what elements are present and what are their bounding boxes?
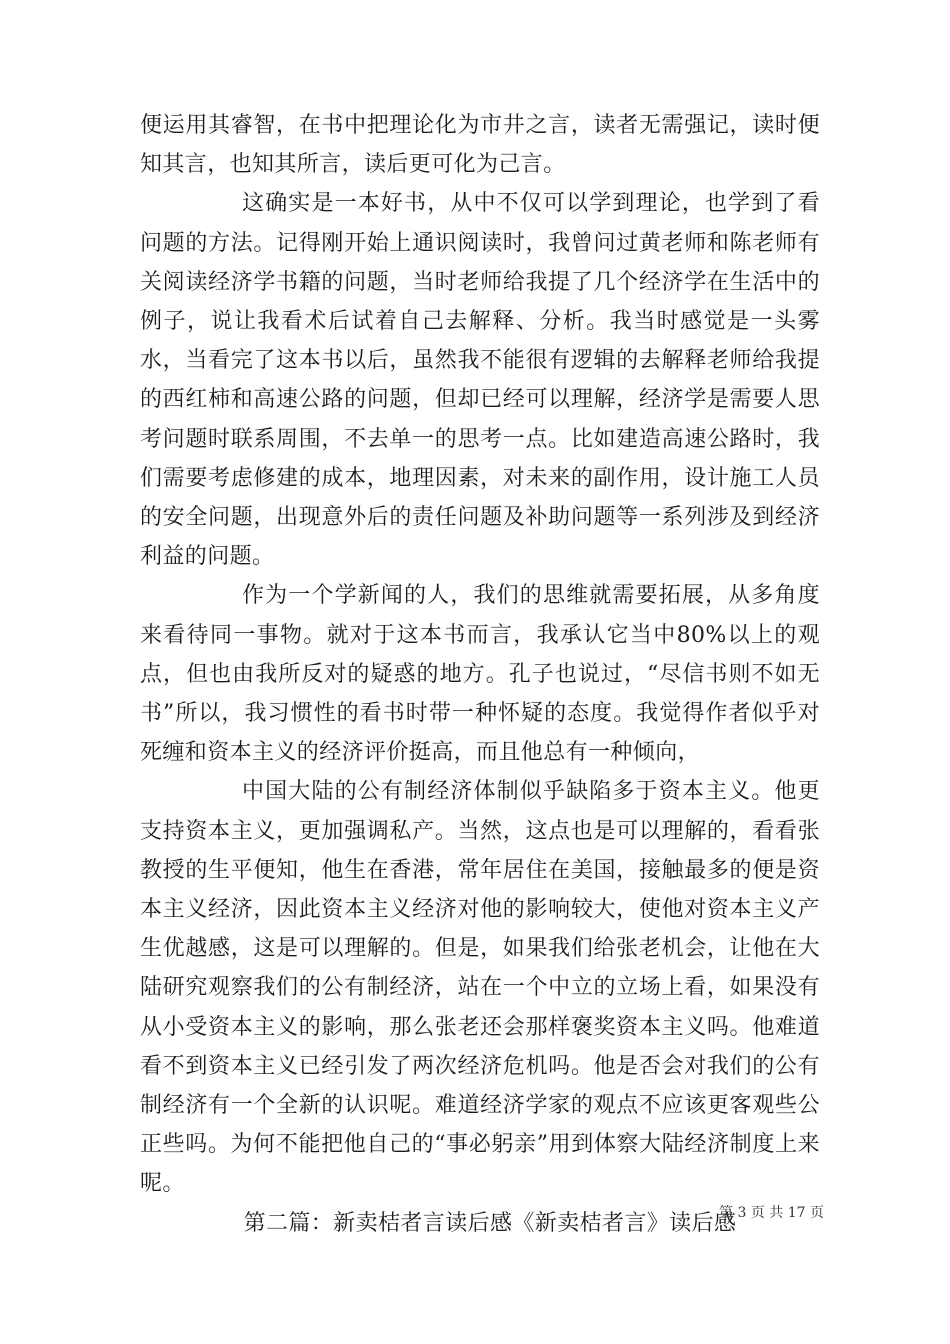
paragraph-2: 这确实是一本好书，从中不仅可以学到理论，也学到了看问题的方法。记得刚开始上通识阅读时，我曾问过黄老师和陈老师有关阅读经济学书籍的问题，当时老师给我提了几个经济学在生活中的例子，说让我看术后试着自己去解释、分析。我当时感觉是一头雾水，当看完了这本书以后，虽然我不能很有逻辑的去解释老师给我提的西红柿和高速公路的问题，但却已经可以理解，经济学是需要人思考问题时联系周围，不去单一的思考一点。比如建造高速公路时，我们需要考虑修建的成本，地理因素，对未来的副作用，设计施工人员的安全问题，出现意外后的责任问题及补助问题等一系列涉及到经济利益的问题。 [140, 191, 820, 570]
paragraph-3: 作为一个学新闻的人，我们的思维就需要拓展，从多角度来看待同一事物。就对于这本书而言，我承认它当中80%以上的观点，但也由我所反对的疑惑的地方。孔子也说过，“尽信书则不如无书”所以，我习惯性的看书时带一种怀疑的态度。我觉得作者似乎对死缠和资本主义的经济评价挺高，而且他总有一种倾向， [140, 583, 820, 766]
section-heading: 第二篇：新卖桔者言读后感《新卖桔者言》读后感 [243, 1210, 737, 1236]
page-number-footer: 第 3 页 共 17 页 [719, 1205, 824, 1221]
paragraph-1: 便运用其睿智，在书中把理论化为市井之言，读者无需强记，读时便知其言，也知其所言，读后更可化为己言。 [140, 113, 820, 178]
document-body [140, 106, 820, 1243]
paragraph-4: 中国大陆的公有制经济体制似乎缺陷多于资本主义。他更支持资本主义，更加强调私产。当然，这点也是可以理解的，看看张教授的生平便知，他生在香港，常年居住在美国，接触最多的便是资本主义经济，因此资本主义经济对他的影响较大，使他对资本主义产生优越感，这是可以理解的。但是，如果我们给张老机会，让他在大陆研究观察我们的公有制经济，站在一个中立的立场上看，如果没有从小受资本主义的影响，那么张老还会那样褒奖资本主义吗。他难道看不到资本主义已经引发了两次经济危机吗。他是否会对我们的公有制经济有一个全新的认识呢。难道经济学家的观点不应该更客观些公正些吗。为何不能把他自己的“事必躬亲”用到体察大陆经济制度上来呢。 [140, 779, 820, 1197]
